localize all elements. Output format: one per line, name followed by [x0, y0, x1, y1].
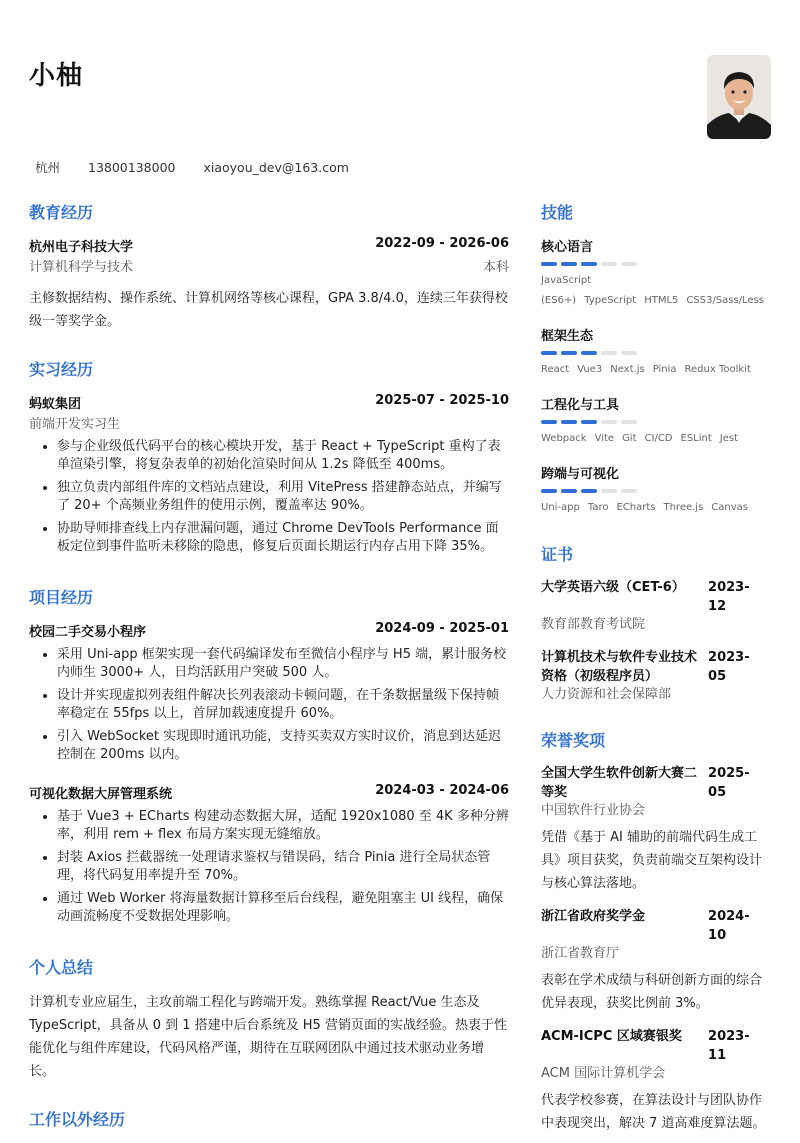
award-date: 2024-10	[708, 909, 750, 943]
skill-group	[541, 463, 766, 518]
education-period: 2022-09 - 2026-06	[375, 236, 509, 251]
award-name: ACM-ICPC 区域赛银奖	[541, 1029, 682, 1044]
skill-group-name: 工程化与工具	[541, 398, 620, 413]
left-column	[29, 200, 509, 1143]
skill-group	[541, 325, 766, 380]
skill-tag: HTML5	[644, 295, 679, 306]
certificates-title: 证书	[541, 545, 574, 564]
skill-tags	[541, 271, 766, 311]
skill-level-filled	[581, 420, 597, 424]
skill-level-bars	[541, 351, 766, 355]
contact-email: xiaoyou_dev@163.com	[203, 160, 349, 175]
skill-level-filled	[561, 262, 577, 266]
list-item: • 采用 Uni-app 框架实现一套代码编译发布至微信小程序与 H5 端，累计服务校内师生 3000+ 人，日均活跃用户突破 500 人。	[57, 646, 509, 682]
list-item: • 引入 WebSocket 实现即时通讯功能，支持买卖双方实时议价，消息到达延迟控制在 200ms 以内。	[57, 728, 509, 764]
skill-level-filled	[541, 262, 557, 266]
internship-title: 实习经历	[29, 360, 94, 379]
skill-tag: ESLint	[680, 433, 712, 444]
award-header	[541, 907, 766, 945]
award-org: 浙江省教育厅	[541, 946, 620, 961]
right-column	[541, 200, 766, 1135]
skill-tag: JavaScript (ES6+)	[541, 275, 592, 306]
skill-tag: Jest	[719, 433, 739, 444]
project-bullets	[29, 646, 509, 764]
award-date: 2023-11	[708, 1029, 750, 1063]
internship-role: 前端开发实习生	[29, 417, 121, 432]
skill-group	[541, 394, 766, 449]
list-item: • 封装 Axios 拦截器统一处理请求鉴权与错误码，结合 Pinia 进行全局状态管理，将代码复用率提升至 70%。	[57, 849, 509, 885]
award-header	[541, 1027, 766, 1065]
skill-tag: Redux Toolkit	[684, 364, 751, 375]
internship-header	[29, 393, 509, 412]
skill-tag: CSS3/Sass/Less	[686, 295, 765, 306]
project-period: 2024-03 - 2024-06	[375, 783, 509, 798]
award-date: 2025-05	[708, 766, 750, 800]
skill-tag: Three.js	[663, 502, 704, 513]
extra-title: 工作以外经历	[29, 1110, 126, 1129]
skill-tag: Vue3	[577, 364, 603, 375]
skill-level-filled	[541, 420, 557, 424]
internship-bullets	[29, 438, 509, 556]
list-item: • 协助导师排查线上内存泄漏问题，通过 Chrome DevTools Performance 面板定位到事件监听未移除的隐患，修复后页面长期运行内存占用下降 35%。	[57, 520, 509, 556]
skill-group-name: 跨端与可视化	[541, 467, 620, 482]
skill-tag: CI/CD	[644, 433, 673, 444]
awards-title: 荣誉奖项	[541, 731, 606, 750]
skill-tag: Canvas	[711, 502, 749, 513]
avatar-photo	[707, 55, 771, 139]
skill-tag: Vite	[594, 433, 615, 444]
list-item: • 设计并实现虚拟列表组件解决长列表滚动卡顿问题，在千条数据量级下保持帧率稳定在 55fps 以上，首屏加载速度提升 60%。	[57, 687, 509, 723]
project-name: 可视化数据大屏管理系统	[29, 787, 173, 802]
skill-tag: Next.js	[610, 364, 645, 375]
list-item: • 独立负责内部组件库的文档站点建设，利用 VitePress 搭建静态站点，并编写了 20+ 个高频业务组件的使用示例，覆盖率达 90%。	[57, 479, 509, 515]
skill-level-filled	[541, 489, 557, 493]
skill-level-empty	[621, 351, 637, 355]
list-item: • 参与企业级低代码平台的核心模块开发，基于 React + TypeScript 重构了表单渲染引擎，将复杂表单的初始化渲染时间从 1.2s 降低至 400ms。	[57, 438, 509, 474]
skill-level-filled	[541, 351, 557, 355]
skill-level-filled	[581, 351, 597, 355]
list-item: • 基于 Vue3 + ECharts 构建动态数据大屏，适配 1920x1080 至 4K 多种分辨率，利用 rem + flex 布局方案实现无缝缩放。	[57, 808, 509, 844]
major: 计算机科学与技术	[29, 260, 134, 275]
skill-level-filled	[561, 420, 577, 424]
skill-tags	[541, 498, 766, 518]
skill-group-name: 框架生态	[541, 329, 594, 344]
award-desc: 代表学校参赛，在算法设计与团队协作中表现突出，解决 7 道高难度算法题。	[541, 1093, 766, 1131]
contact-phone: 13800138000	[88, 160, 176, 175]
certificate-issuer: 教育部教育考试院	[541, 617, 646, 632]
skill-level-empty	[601, 489, 617, 493]
project-period: 2024-09 - 2025-01	[375, 621, 509, 636]
skill-level-bars	[541, 420, 766, 424]
contact-info	[35, 158, 373, 176]
certificate-date: 2023-05	[708, 650, 750, 684]
skill-level-filled	[581, 262, 597, 266]
skills-title: 技能	[541, 203, 574, 222]
award-header	[541, 764, 766, 802]
internship-role-row	[29, 413, 509, 432]
contact-city: 杭州	[35, 160, 61, 175]
award-desc: 凭借《基于 AI 辅助的前端代码生成工具》项目获奖，负责前端交互架构设计与核心算法落地。	[541, 830, 763, 891]
skill-level-bars	[541, 489, 766, 493]
skill-level-filled	[561, 351, 577, 355]
skill-level-filled	[561, 489, 577, 493]
project-header	[29, 621, 509, 640]
skill-level-empty	[601, 262, 617, 266]
certificate-name: 大学英语六级（CET-6）	[541, 580, 685, 595]
skill-level-empty	[621, 262, 637, 266]
skill-level-empty	[621, 420, 637, 424]
education-header	[29, 236, 509, 255]
degree: 本科	[482, 260, 509, 275]
internship-period: 2025-07 - 2025-10	[375, 393, 509, 408]
skill-tags	[541, 360, 766, 380]
certificate-header	[541, 578, 766, 616]
certificate-date: 2023-12	[708, 580, 750, 614]
skill-level-empty	[601, 420, 617, 424]
project-bullets	[29, 808, 509, 926]
award-name: 浙江省政府奖学金	[541, 909, 646, 924]
skill-group-name: 核心语言	[541, 240, 594, 255]
skill-level-bars	[541, 262, 766, 266]
skill-tag: React	[541, 364, 570, 375]
education-desc: 主修数据结构、操作系统、计算机网络等核心课程，GPA 3.8/4.0，连续三年获得校级一等奖学金。	[29, 291, 508, 329]
school-name: 杭州电子科技大学	[29, 240, 134, 255]
award-desc: 表彰在学术成绩与科研创新方面的综合优异表现，获奖比例前 3%。	[541, 973, 763, 1011]
project-header	[29, 783, 509, 802]
skill-level-filled	[581, 489, 597, 493]
skill-tag: Uni-app	[541, 502, 580, 513]
skill-tag: ECharts	[616, 502, 656, 513]
project-name: 校园二手交易小程序	[29, 625, 147, 640]
skill-group	[541, 236, 766, 311]
projects-title: 项目经历	[29, 588, 94, 607]
education-title: 教育经历	[29, 203, 94, 222]
certificate-header	[541, 648, 766, 686]
skill-level-empty	[601, 351, 617, 355]
company-name: 蚂蚁集团	[29, 397, 82, 412]
skill-tag: TypeScript	[584, 295, 637, 306]
summary-text: 计算机专业应届生，主攻前端工程化与跨端开发。熟练掌握 React/Vue 生态及 TypeScript，具备从 0 到 1 搭建中后台系统及 H5 营销页面的实战经验。热衷于性能优化与组件库建设，代码风格严谨，期待在互联网团队中通过技术驱动业务增长。	[29, 995, 507, 1079]
summary-title: 个人总结	[29, 958, 94, 977]
skill-tag: Git	[622, 433, 637, 444]
skill-tag: Pinia	[652, 364, 677, 375]
skill-tags	[541, 429, 766, 449]
certificate-issuer: 人力资源和社会保障部	[541, 687, 672, 702]
education-subheader	[29, 256, 509, 275]
skill-level-empty	[621, 489, 637, 493]
list-item: • 通过 Web Worker 将海量数据计算移至后台线程，避免阻塞主 UI 线程，确保动画流畅度不受数据处理影响。	[57, 890, 509, 926]
award-org: 中国软件行业协会	[541, 803, 646, 818]
avatar	[707, 55, 771, 139]
skill-tag: Taro	[587, 502, 609, 513]
award-org: ACM 国际计算机学会	[541, 1066, 666, 1081]
certificate-name: 计算机技术与软件专业技术资格（初级程序员）	[541, 650, 698, 684]
award-name: 全国大学生软件创新大赛二等奖	[541, 766, 698, 800]
skill-tag: Webpack	[541, 433, 587, 444]
candidate-name: 小柚	[29, 61, 84, 91]
